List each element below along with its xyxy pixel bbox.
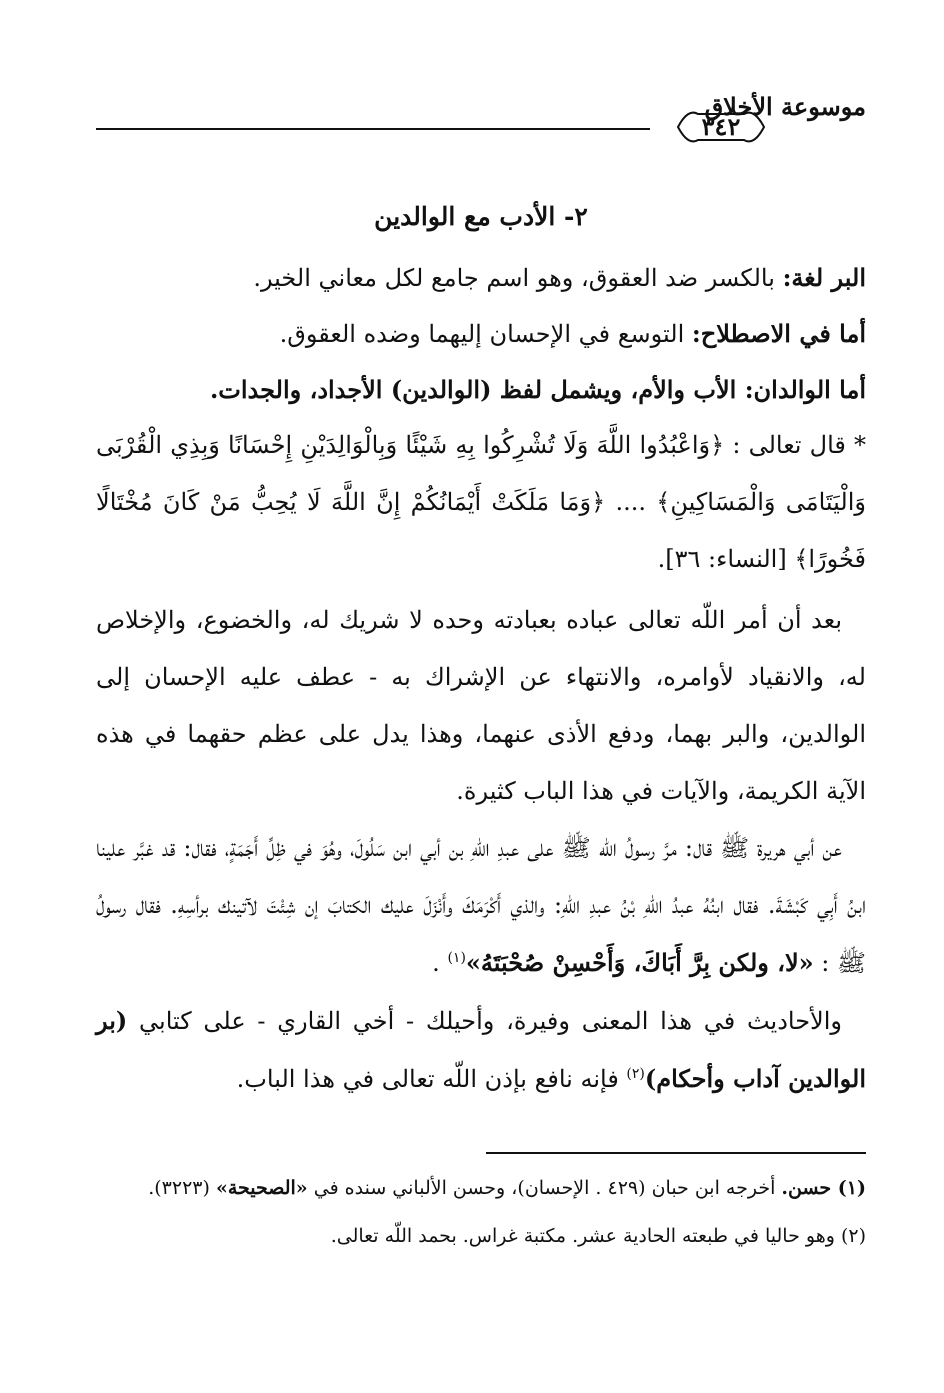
footnote-separator xyxy=(486,1152,866,1154)
footnote-end: (٣٢٢٣). xyxy=(148,1177,216,1199)
book-reference: (بر الوالدين آداب وأحكام) xyxy=(96,1006,866,1093)
header-rule-left xyxy=(96,128,602,130)
footnote-label: (١) حسن. xyxy=(781,1177,866,1199)
definition-term: أما في الاصطلاح: xyxy=(691,319,866,348)
paragraph-end: فإنه نافع بإذن اللّه تعالى في هذا الباب. xyxy=(236,1065,627,1093)
footnotes xyxy=(96,1164,866,1260)
definition-text: بالكسر ضد العقوق، وهو اسم جامع لكل معاني الخير. xyxy=(253,264,783,292)
hadith-end: . xyxy=(432,949,448,977)
footnote-2 xyxy=(96,1212,866,1260)
footnote-text: وهو حاليا في طبعته الحادية عشر. مكتبة غراس. بحمد اللّه تعالى. xyxy=(330,1225,841,1247)
page-number-ornament xyxy=(696,104,746,150)
quran-verse xyxy=(96,417,866,588)
hadith-text: عن أبي هريرة ﷺ قال: مرَّ رسولُ اللّه ﷺ على عبدِ اللهِ بن أبي ابن سَلُولَ، وهُوَ في ظِلِّ أَجَمَةٍ، فقال: قد غبَّر علينا ابنُ أَبِي كَبْشَةَ. فقال ابنُهُ عبدُ اللهِ بْنُ عبدِ اللهِ: والذي أَكْرَمَكَ وأَنْزَلَ عليك الكتابَ إن شِئْتَ لآتينك برأسِهِ. فقال رسولُ ﷺ : xyxy=(96,834,866,977)
paragraph-commentary xyxy=(96,592,866,820)
verse-intro: * قال تعالى : xyxy=(724,431,867,459)
verse-reference: [النساء: ٣٦]. xyxy=(657,545,795,573)
section-title: ٢- الأدب مع الوالدين xyxy=(374,202,588,231)
page-body xyxy=(96,196,866,1108)
definition-parents xyxy=(96,362,866,417)
footnote-marker[interactable]: (٢) xyxy=(626,1066,645,1082)
definition-text: التوسع في الإحسان إليهما وضده العقوق. xyxy=(279,320,692,348)
hadith-paragraph xyxy=(96,820,866,992)
paragraph-text: بعد أن أمر اللّه تعالى عباده بعبادته وحده لا شريك له، والخضوع، والإخلاص له، والانقياد لأوامره، والانتهاء عن الإشراك به - عطف عليه الإحسان إلى الوالدين، والبر بهما، ودفع الأذى عنهما، وهذا يدل على عظم حقهما في هذه الآية الكريمة، والآيات في هذا الباب كثيرة. xyxy=(96,606,866,805)
definition-technical xyxy=(96,306,866,362)
definition-linguistic xyxy=(96,250,866,306)
footnote-text: أخرجه ابن حبان (٤٢٩ . الإحسان)، وحسن الألباني سنده في xyxy=(307,1177,782,1199)
paragraph-referral xyxy=(96,992,866,1108)
page-header xyxy=(96,84,866,174)
verse-text-2: ﴿وَمَا مَلَكَتْ أَيْمَانُكُمْ إِنَّ اللَّهَ لَا يُحِبُّ مَنْ كَانَ مُخْتَالًا فَخُورًا﴾ xyxy=(96,488,866,573)
footnote-source: «الصحيحة» xyxy=(215,1177,308,1199)
definition-term: البر لغة: xyxy=(782,263,866,292)
footnote-1 xyxy=(96,1164,866,1212)
footnote-marker[interactable]: (١) xyxy=(447,950,466,966)
hadith-quote: «لا، ولكن بِرَّ أَبَاكَ، وَأَحْسِنْ صُحْبَتَهُ» xyxy=(465,948,814,977)
book-title: موسوعة الأخلاق xyxy=(704,92,866,121)
definition-term: أما الوالدان: xyxy=(744,375,866,404)
page-number: ٣٤٢ xyxy=(701,112,741,141)
paragraph-text: والأحاديث في هذا المعنى وفيرة، وأحيلك - أخي القاري - على كتابي xyxy=(127,1007,842,1035)
definition-text: الأب والأم، ويشمل لفظ (الوالدين) الأجداد، والجدات. xyxy=(209,375,745,404)
verse-ellipsis: .... xyxy=(605,488,657,516)
footnote-label: (٢) xyxy=(840,1225,866,1247)
verse-text-1: ﴿وَاعْبُدُوا اللَّهَ وَلَا تُشْرِكُوا بِهِ شَيْئًا وَبِالْوَالِدَيْنِ إِحْسَانًا وَبِذِي الْقُرْبَى وَالْيَتَامَى وَالْمَسَاكِينِ﴾ xyxy=(96,431,866,516)
